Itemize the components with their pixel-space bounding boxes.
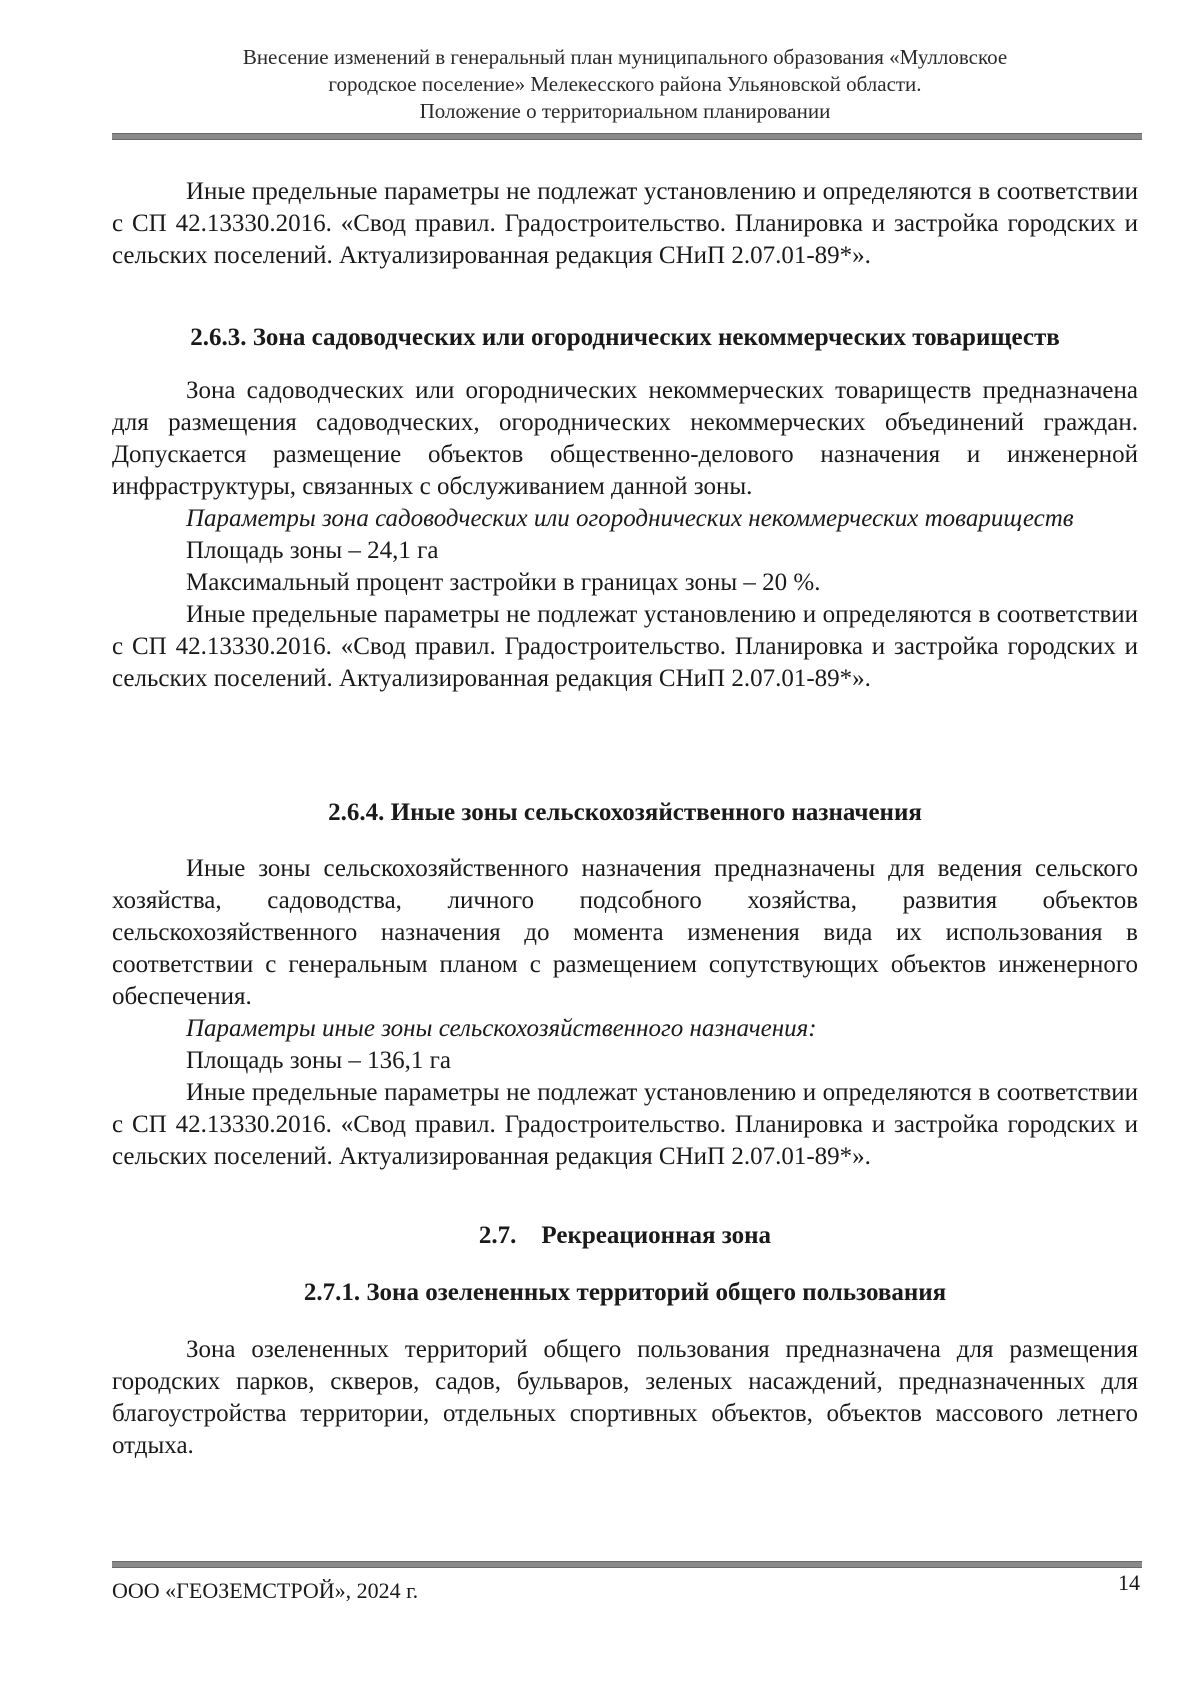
intro-block (112, 176, 1138, 272)
paragraph: Иные предельные параметры не подлежат установлению и определяются в соответствии с СП 42.13330.2016. «Свод правил. Градостроительство. Планировка и застройка городских и сельских поселений. Актуализированная редакция СНиП 2.07.01-89*». (112, 178, 1138, 269)
paragraph: Зона озелененных территорий общего пользования предназначена для размещения городских парков, скверов, садов, бульваров, зеленых насаждений, предназначенных для благоустройства территории, отдельных спортивных объектов, объектов массового летнего отдыха. (112, 1336, 1138, 1459)
section-2-6-4-body (112, 853, 1138, 1173)
header-line-2: городское поселение» Мелекесского района Ульяновской области. (328, 72, 922, 96)
section-2-6-3 (112, 322, 1138, 354)
header-line-3: Положение о территориальном планировании (419, 99, 831, 123)
param-max-percent: Максимальный процент застройки в границах зоны – 20 %. (186, 569, 821, 596)
param-area: Площадь зоны – 136,1 га (186, 1047, 452, 1074)
running-header (112, 44, 1138, 125)
paragraph: Иные зоны сельскохозяйственного назначения предназначены для ведения сельского хозяйства, садоводства, личного подсобного хозяйства, развития объектов сельскохозяйственного назначения до момента изменения вида их использования в соответствии с генеральным планом с размещением сопутствующих объектов инженерного обеспечения. (112, 855, 1138, 1010)
section-2-7 (112, 1220, 1138, 1252)
params-title: Параметры зона садоводческих или огороднических некоммерческих товариществ (186, 505, 1074, 532)
paragraph: Иные предельные параметры не подлежат установлению и определяются в соответствии с СП 42.13330.2016. «Свод правил. Градостроительство. Планировка и застройка городских и сельских поселений. Актуализированная редакция СНиП 2.07.01-89*». (112, 601, 1138, 692)
paragraph: Иные предельные параметры не подлежат установлению и определяются в соответствии с СП 42.13330.2016. «Свод правил. Градостроительство. Планировка и застройка городских и сельских поселений. Актуализированная редакция СНиП 2.07.01-89*». (112, 1079, 1138, 1170)
page-number: 14 (1118, 1570, 1140, 1595)
section-heading: 2.6.3. Зона садоводческих или огороднических некоммерческих товариществ (190, 324, 1060, 351)
section-heading: 2.7.1. Зона озелененных территорий общего пользования (303, 1279, 947, 1306)
footer-company: ООО «ГЕОЗЕМСТРОЙ», 2024 г. (112, 1578, 419, 1603)
section-2-6-4 (112, 797, 1138, 829)
section-heading: 2.6.4. Иные зоны сельскохозяйственного назначения (328, 799, 922, 826)
header-line-1: Внесение изменений в генеральный план муниципального образования «Мулловское (242, 45, 1008, 69)
section-heading: 2.7. Рекреационная зона (478, 1222, 772, 1249)
section-2-7-1-body (112, 1334, 1138, 1462)
header-divider (112, 133, 1142, 140)
params-title: Параметры иные зоны сельскохозяйственного назначения: (186, 1015, 817, 1042)
paragraph: Зона садоводческих или огороднических некоммерческих товариществ предназначена для размещения садоводческих, огороднических некоммерческих объединений граждан. Допускается размещение объектов общественно-делового назначения и инженерной инфраструктуры, связанных с обслуживанием данной зоны. (112, 377, 1138, 500)
section-2-7-1 (112, 1277, 1138, 1309)
param-area: Площадь зоны – 24,1 га (186, 537, 439, 564)
section-2-6-3-body (112, 375, 1138, 695)
footer-divider (112, 1561, 1142, 1568)
